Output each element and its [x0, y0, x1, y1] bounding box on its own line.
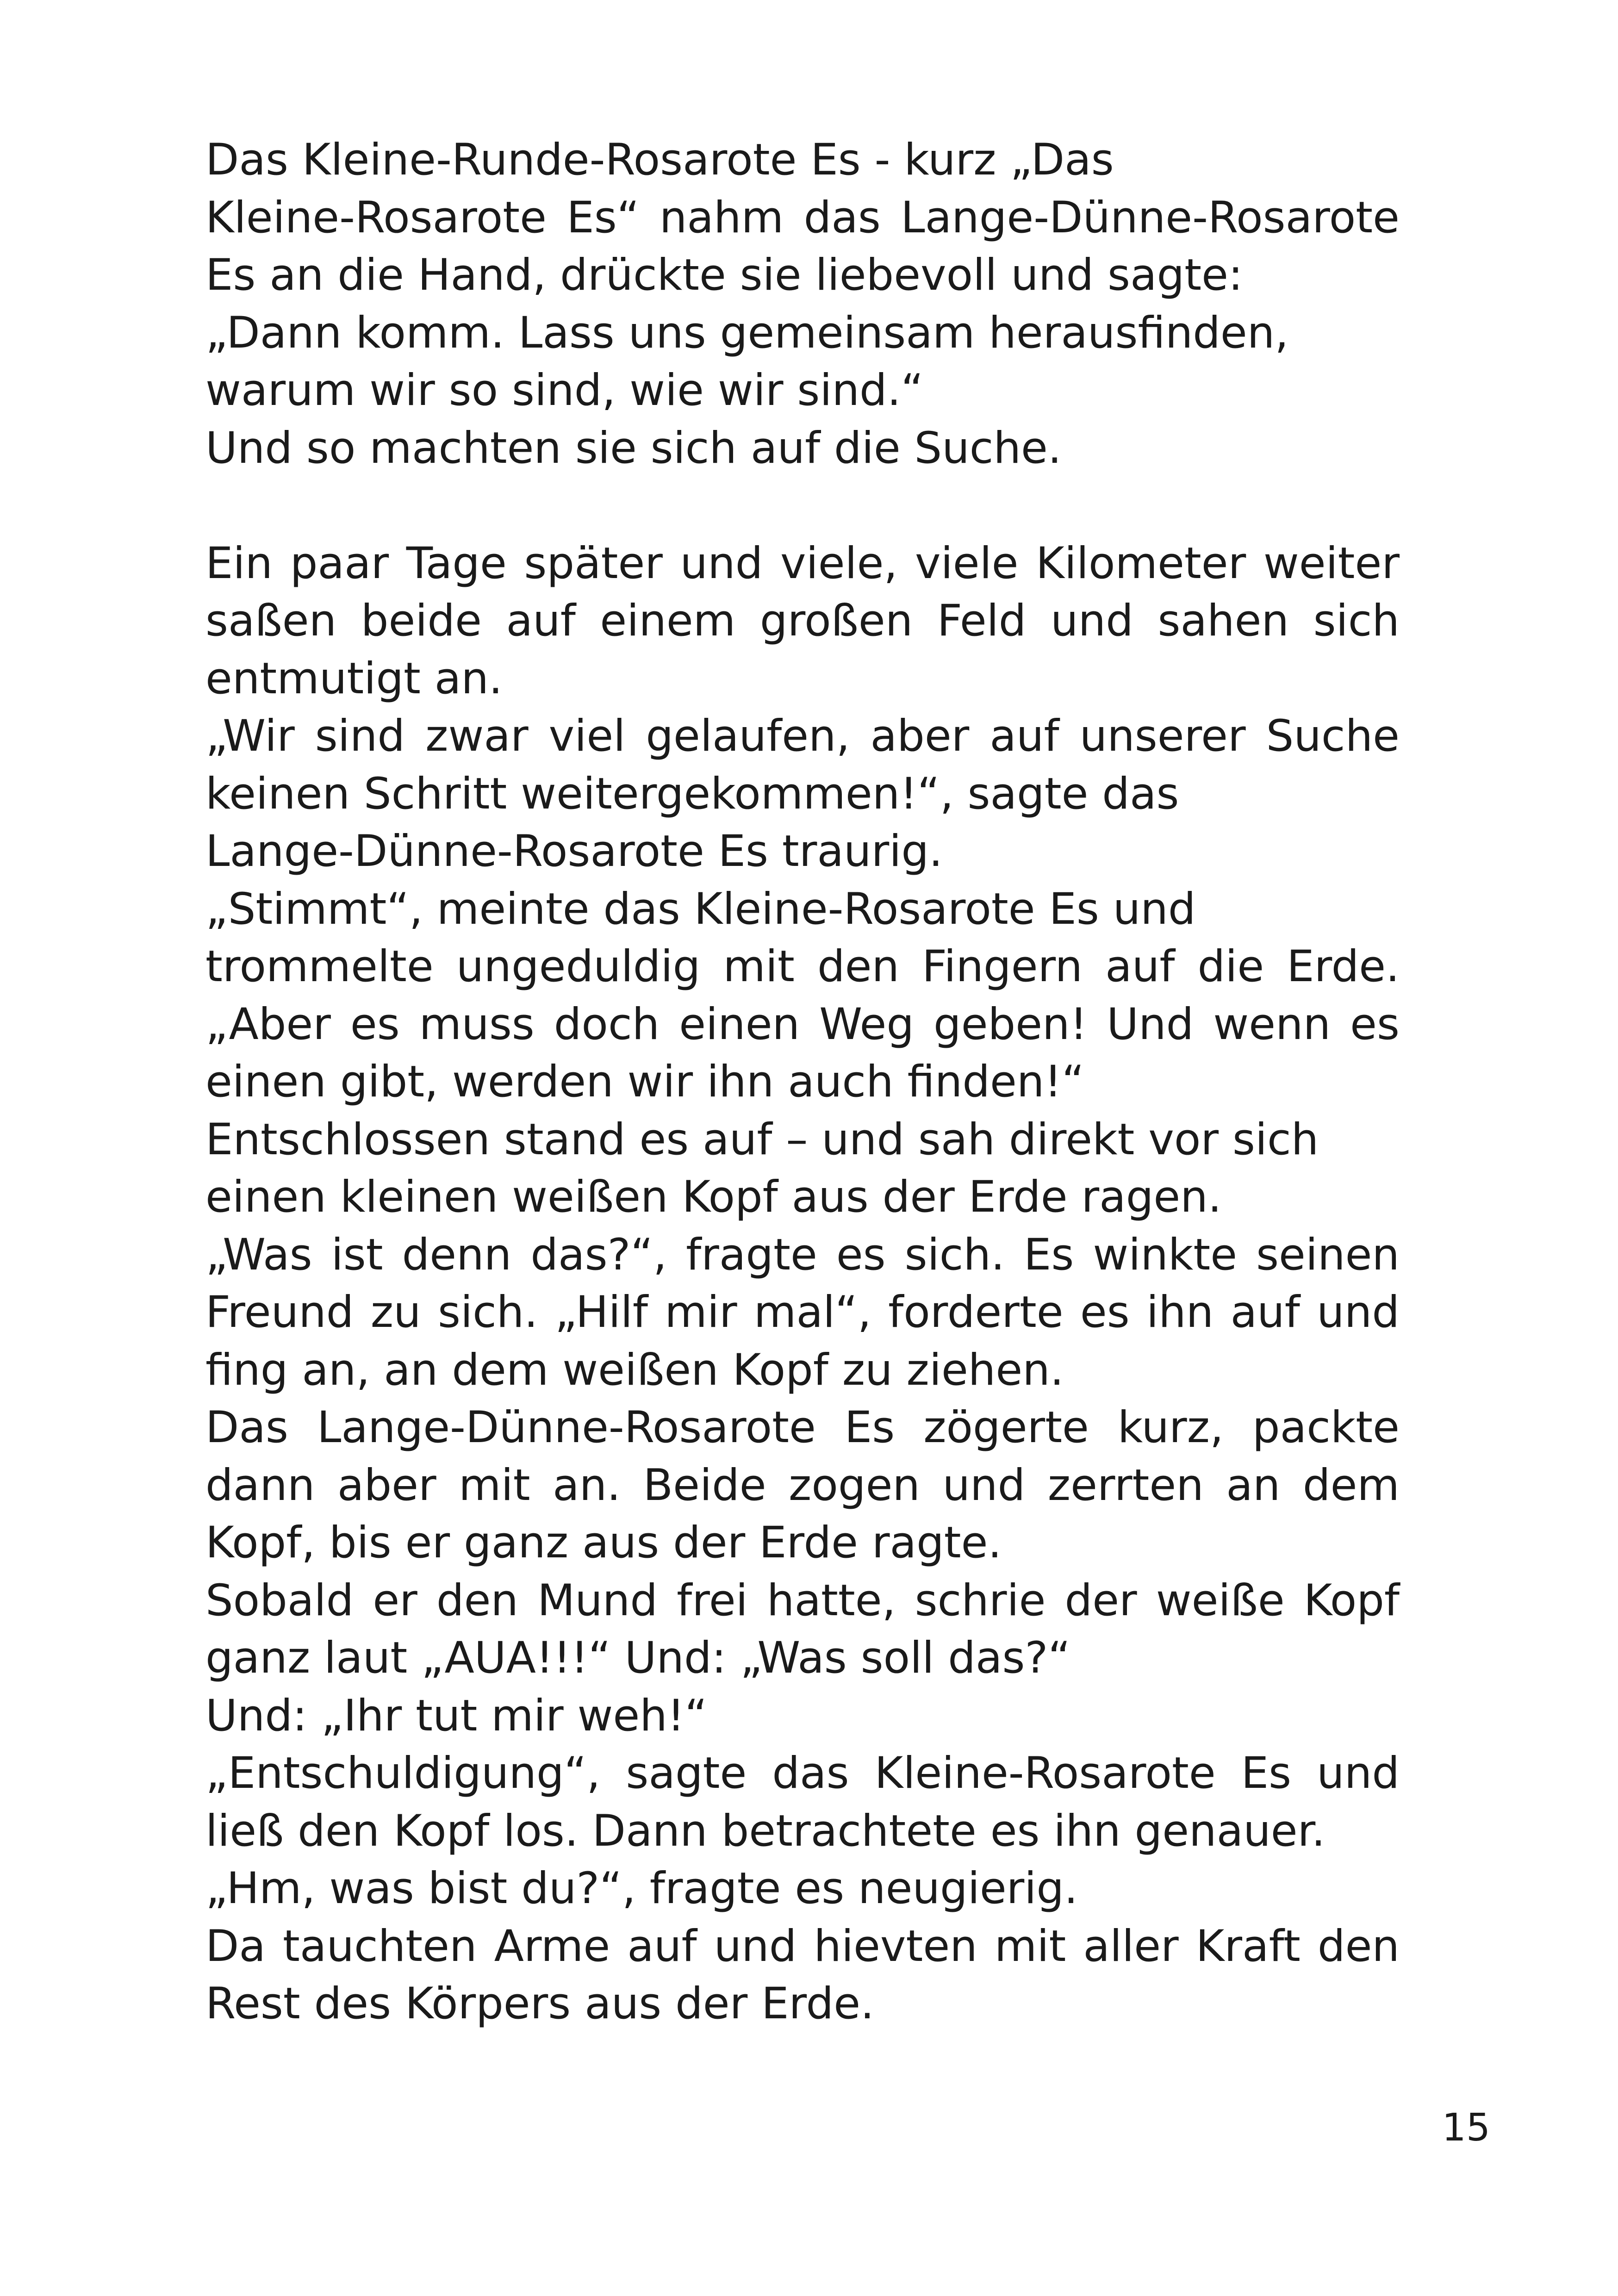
text-line: Es an die Hand, drückte sie liebevoll und sagte:	[205, 250, 1243, 300]
text-line: Das Lange-Dünne-Rosarote Es zögerte kurz, packte	[205, 1402, 1400, 1453]
text-line: ließ den Kopf los. Dann betrachtete es ihn genauer.	[205, 1805, 1326, 1856]
text-line: Da tauchten Arme auf und hievten mit aller Kraft den	[205, 1921, 1400, 1972]
text-line: Entschlossen stand es auf – und sah direkt vor sich	[205, 1114, 1319, 1165]
text-line: saßen beide auf einem großen Feld und sahen sich	[205, 596, 1400, 646]
text-line: „Was ist denn das?“, fragte es sich. Es winkte seinen	[205, 1229, 1400, 1280]
text-line: Ein paar Tage später und viele, viele Kilometer weiter	[205, 538, 1400, 589]
text-line: keinen Schritt weitergekommen!“, sagte das	[205, 768, 1179, 819]
text-line: „Dann komm. Lass uns gemeinsam herausfinden,	[205, 307, 1289, 358]
text-line: fing an, an dem weißen Kopf zu ziehen.	[205, 1344, 1064, 1395]
text-line: Und: „Ihr tut mir weh!“	[205, 1690, 708, 1741]
text-line: Kleine-Rosarote Es“ nahm das Lange-Dünne-Rosarote	[205, 192, 1400, 243]
page-number: 15	[1442, 2106, 1490, 2150]
text-line: einen gibt, werden wir ihn auch finden!“	[205, 1057, 1084, 1107]
text-line: dann aber mit an. Beide zogen und zerrten an dem	[205, 1460, 1400, 1511]
text-line: „Hm, was bist du?“, fragte es neugierig.	[205, 1863, 1078, 1914]
text-line: Rest des Körpers aus der Erde.	[205, 1979, 874, 2029]
text-line: „Stimmt“, meinte das Kleine-Rosarote Es und	[205, 884, 1196, 934]
text-line: Freund zu sich. „Hilf mir mal“, forderte es ihn auf und	[205, 1287, 1400, 1338]
text-line: Lange-Dünne-Rosarote Es traurig.	[205, 826, 943, 877]
text-line: Und so machten sie sich auf die Suche.	[205, 423, 1062, 473]
text-line: entmutigt an.	[205, 653, 503, 704]
text-line: Sobald er den Mund frei hatte, schrie der weiße Kopf	[205, 1575, 1400, 1626]
text-line: „Entschuldigung“, sagte das Kleine-Rosarote Es und	[205, 1748, 1400, 1798]
text-line: „Aber es muss doch einen Weg geben! Und wenn es	[205, 999, 1400, 1050]
text-line: ganz laut „AUA!!!“ Und: „Was soll das?“	[205, 1633, 1071, 1683]
text-line: Das Kleine-Runde-Rosarote Es - kurz „Das	[205, 135, 1114, 185]
text-line: einen kleinen weißen Kopf aus der Erde ragen.	[205, 1172, 1222, 1222]
text-line: „Wir sind zwar viel gelaufen, aber auf unserer Suche	[205, 711, 1400, 761]
story-text	[205, 131, 1400, 2033]
text-line: Kopf, bis er ganz aus der Erde ragte.	[205, 1518, 1002, 1568]
text-line: warum wir so sind, wie wir sind.“	[205, 365, 924, 416]
text-line: trommelte ungeduldig mit den Fingern auf die Erde.	[205, 941, 1400, 992]
paragraph-break	[205, 477, 1400, 535]
